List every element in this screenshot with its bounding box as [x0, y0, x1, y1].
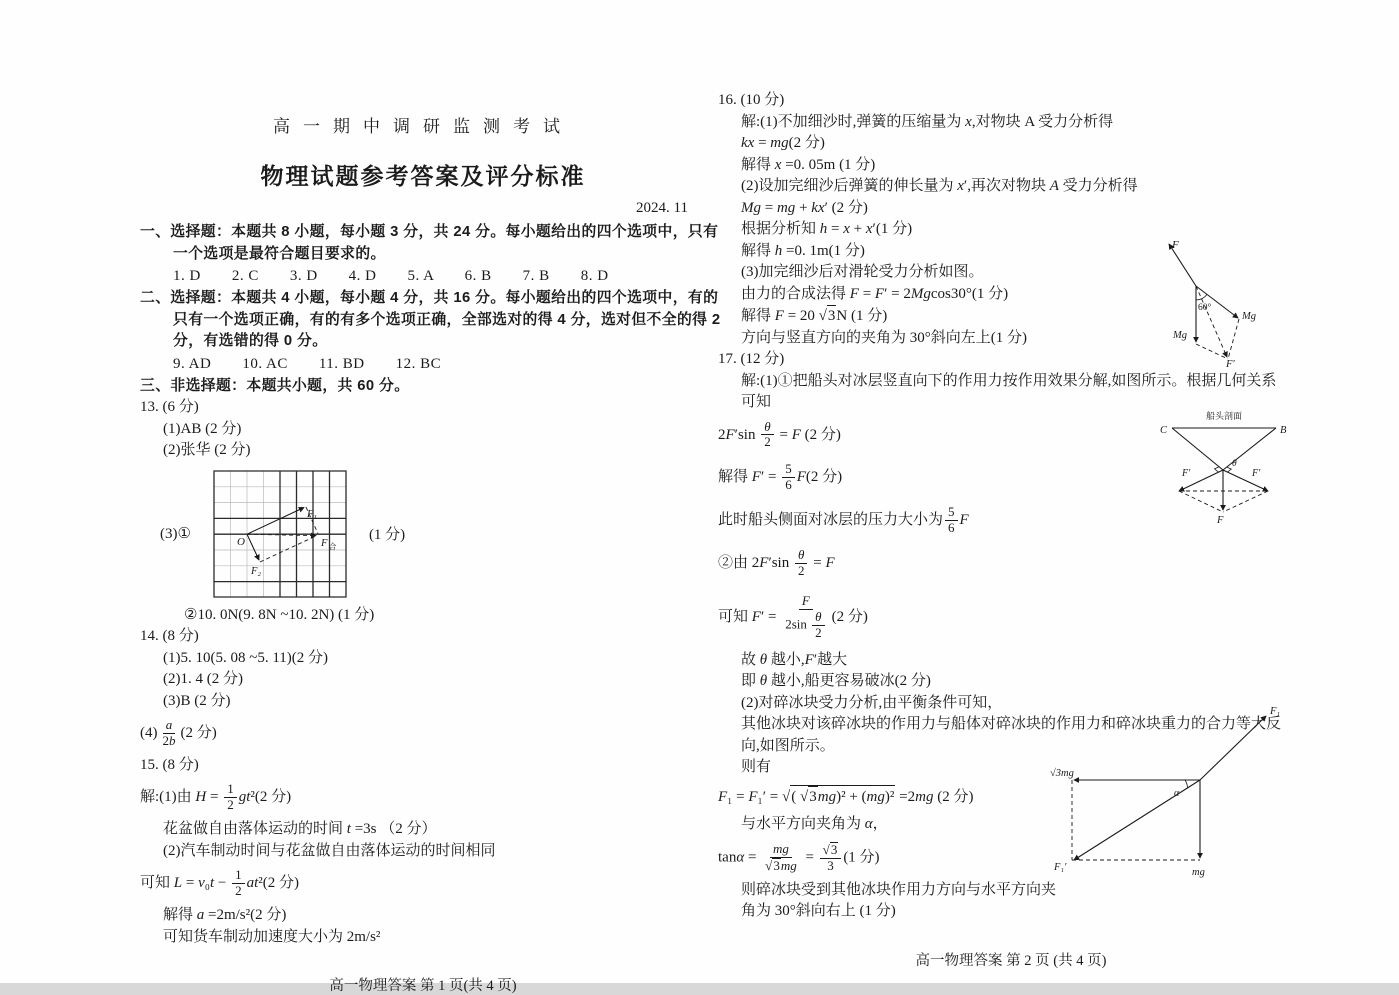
- b-label: B: [1280, 425, 1287, 436]
- text-line: (2)1. 4 (2 分): [163, 671, 243, 687]
- text-line: 此时船头侧面对冰层的压力大小为 $\frac{5}{6}$ F: [718, 504, 969, 536]
- vector-f-prime: [1196, 286, 1227, 357]
- q13-3-score: (1 分): [368, 527, 406, 543]
- f-right-label: F′: [1252, 468, 1261, 479]
- text-line: 三、非选择题：本题共小题，共 60 分。: [140, 377, 410, 394]
- exam-title: 高一期中调研监测考试: [273, 117, 573, 136]
- text-line: 只有一个选项正确，有的有多个选项正确，全部选对的得 4 分，选对但不全的得 2: [173, 311, 721, 328]
- right-angle-right: [1227, 467, 1232, 472]
- f1-label: F₁: [306, 508, 318, 520]
- text-line: (2)张华 (2 分): [163, 442, 251, 458]
- text-line: 其他冰块对该碎冰块的作用力与船体对碎冰块的作用力和碎冰块重力的合力等大反: [741, 716, 1282, 733]
- text-line: (1)5. 10(5. 08 ~5. 11)(2 分): [163, 649, 329, 666]
- resultant-label-sub: 合: [328, 541, 337, 551]
- text-line: 16. (10 分): [718, 92, 785, 108]
- square-root: √3: [819, 305, 837, 328]
- text-line: 一、选择题：本题共 8 小题，每小题 3 分，共 24 分。每小题给出的四个选项中，只有: [140, 224, 719, 240]
- text-line: 分，有选错的得 0 分。: [173, 333, 328, 349]
- page2-footer: 高一物理答案 第 2 页 (共 4 页): [915, 952, 1107, 969]
- f-prime-label: F′: [1226, 359, 1235, 370]
- fraction: $\frac{mg}{√3mg}$: [765, 840, 797, 873]
- text-line: 向,如图所示。: [741, 737, 835, 754]
- text-line: 可知 F′ = F 2sin $\frac{\theta}{2}$ (2 分): [718, 593, 868, 640]
- text-line: 9. AD 10. AC 11. BD 12. BC: [173, 355, 442, 372]
- f-label: F: [1172, 239, 1179, 251]
- hull-right: [1223, 428, 1276, 470]
- boat-bow-diagram: [1156, 412, 1296, 530]
- text-line: 角为 30°斜向右上 (1 分): [741, 903, 896, 920]
- fraction: $\frac{\theta}{2}$: [761, 420, 774, 451]
- text-line: (1)AB (2 分): [163, 420, 242, 437]
- text-line: Mg = mg + kx′ (2 分): [741, 199, 868, 216]
- square-root: √3: [765, 857, 780, 873]
- force-grid-diagram: [204, 467, 356, 601]
- text-line: 可知: [741, 394, 772, 410]
- left-text-block-bottom: [140, 605, 706, 949]
- alpha-label: α: [1174, 788, 1180, 799]
- text-line: 17. (12 分): [718, 351, 785, 367]
- page1-column: [140, 112, 721, 995]
- text-line: 1. D 2. C 3. D 4. D 5. A 6. B 7. B 8. D: [173, 268, 609, 284]
- text-line: 与水平方向夹角为 α，: [741, 816, 888, 833]
- square-root: √( √3mg)² + (mg)²: [782, 785, 895, 809]
- angle-arc: [1185, 780, 1188, 789]
- diamond-left: [1179, 491, 1223, 512]
- text-line: 花盆做自由落体运动的时间 t =3s （2 分）: [163, 821, 437, 838]
- fraction: $\frac{√3}{3}$: [820, 842, 842, 874]
- resultant-label: F: [320, 537, 328, 549]
- left-text-block-top: [140, 222, 721, 462]
- text-line: 13. (6 分): [140, 399, 199, 415]
- vector-f1-prime: [1074, 780, 1200, 860]
- fraction: $\frac{\theta}{2}$: [795, 548, 808, 579]
- text-line: 则有: [741, 759, 772, 776]
- pulley-force-diagram: [1160, 236, 1264, 368]
- text-line: 解得 F′ = $\frac{5}{6}$ F(2 分): [718, 461, 843, 493]
- text-line: 解得 x =0. 05m (1 分): [741, 156, 876, 173]
- fraction: F 2sin $\frac{\theta}{2}$: [782, 594, 829, 641]
- f-down-label: F: [1217, 515, 1224, 526]
- f-left-label: F′: [1182, 468, 1191, 479]
- text-line: 解:(1)①把船头对冰层竖直向下的作用力按作用效果分解,如图所示。根据几何关系: [741, 372, 1277, 389]
- text-line: 二、选择题：本题共 4 小题，每小题 4 分，共 16 分。每小题给出的四个选项中，有的: [140, 290, 719, 306]
- f2-label: F₂: [250, 565, 262, 577]
- parallelogram-side-2: [260, 535, 317, 562]
- text-line: 一个选项是最符合题目要求的。: [173, 245, 386, 262]
- text-line: (3)加完细沙后对滑轮受力分析如图。: [741, 264, 984, 280]
- angle-label: 60°: [1198, 303, 1212, 313]
- f1-label: F₁: [1270, 706, 1281, 717]
- text-line: 解得 a =2m/s²(2 分): [163, 907, 287, 924]
- vector-f1: [247, 507, 304, 534]
- text-line: ②10. 0N(9. 8N ~10. 2N) (1 分): [184, 606, 375, 623]
- caption-label: 船头剖面: [1205, 411, 1243, 421]
- theta-label: θ: [1232, 459, 1237, 469]
- fraction: $\frac{5}{6}$: [945, 505, 958, 536]
- fraction: $\frac{\theta}{2}$: [812, 610, 825, 641]
- text-line: 解得 h =0. 1m(1 分): [741, 242, 865, 259]
- sqrt3mg-label: √3mg: [1050, 768, 1074, 779]
- text-line: kx = mg(2 分): [741, 135, 825, 151]
- square-root: √3: [822, 841, 838, 857]
- text-line: 2F′sin $\frac{\theta}{2}$ = F (2 分): [718, 418, 841, 450]
- parallelogram-side-1: [1196, 344, 1228, 359]
- grid-dark-lines: [214, 471, 346, 597]
- vector-f2: [247, 534, 259, 560]
- text-line: 可知 L = v₀t − $\frac{1}{2}$ at²(2 分): [140, 867, 300, 899]
- q13-3-label: (3)①: [160, 526, 191, 542]
- text-line: 故 θ 越小,F′越大: [741, 651, 848, 668]
- text-line: 可知货车制动加速度大小为 2m/s²: [163, 928, 381, 945]
- component-right: [1223, 470, 1268, 491]
- text-line: (2)汽车制动时间与花盆做自由落体运动的时间相同: [163, 842, 496, 859]
- square-root: √3: [800, 786, 818, 809]
- text-line: 解:(1)不加细沙时,弹簧的压缩量为 x,对物块 A 受力分析得: [741, 113, 1114, 130]
- text-line: 则碎冰块受到其他冰块作用力方向与水平方向夹: [741, 881, 1057, 898]
- page1-footer: 高一物理答案 第 1 页(共 4 页): [329, 978, 517, 995]
- text-line: (2)设加完细沙后弹簧的伸长量为 x′,再次对物块 A 受力分析得: [741, 178, 1138, 194]
- f1-prime-label: F₁′: [1054, 862, 1067, 873]
- fraction: $\frac{5}{6}$: [782, 462, 795, 493]
- vector-f1: [1200, 716, 1266, 780]
- mg-left-label: Mg: [1173, 330, 1187, 341]
- text-line: 方向与竖直方向的夹角为 30°斜向左上(1 分): [741, 329, 1027, 346]
- fraction: $\frac{1}{2}$: [224, 782, 237, 813]
- text-line: 根据分析知 h = x + x′(1 分): [741, 221, 913, 237]
- text-line: 15. (8 分): [140, 756, 199, 773]
- answer-key-title: 物理试题参考答案及评分标准: [260, 163, 586, 189]
- text-line: 由力的合成法得 F = F′ = 2Mgcos30°(1 分): [741, 285, 1009, 302]
- vector-mg-diag: [1196, 286, 1238, 318]
- text-line: ②由 2F′sin $\frac{\theta}{2}$ = F: [718, 547, 835, 579]
- q13-3-diagram-row: [140, 467, 706, 601]
- text-line: 14. (8 分): [140, 628, 199, 644]
- text-line: tanα = $\frac{mg}{√3mg}$ = $\frac{√3}{3}$ (1 分): [718, 840, 880, 873]
- fraction: $\frac{1}{2}$: [232, 868, 245, 899]
- right-angle-left: [1215, 467, 1220, 472]
- diamond-right: [1223, 491, 1268, 512]
- fraction: $\frac{a}{2b}$: [162, 717, 176, 748]
- mg-right-label: Mg: [1242, 311, 1256, 322]
- text-line: (3)B (2 分): [163, 692, 231, 709]
- angle-arc: [1196, 295, 1207, 301]
- ice-block-force-diagram: [1048, 700, 1292, 886]
- text-line: 解:(1)由 H = $\frac{1}{2}$ gt²(2 分): [140, 781, 292, 813]
- hull-left: [1172, 428, 1223, 470]
- text-line: 解得 F = 20 √3N (1 分): [718, 305, 1304, 328]
- text-line: F₁ = F₁′ = √( √3mg)² + (mg)² =2mg (2 分): [718, 779, 1304, 815]
- origin-label: O: [236, 535, 245, 548]
- text-line: (4) $\frac{a}{2b}$ (2 分): [140, 717, 217, 748]
- parallelogram-side-2: [1228, 319, 1239, 359]
- mg-label: mg: [1192, 867, 1205, 878]
- text-line: (2)对碎冰块受力分析,由平衡条件可知，: [741, 694, 1003, 711]
- c-label: C: [1160, 425, 1168, 436]
- text-line: 即 θ 越小,船更容易破冰(2 分): [741, 673, 931, 690]
- exam-date: 2024. 11: [636, 200, 688, 216]
